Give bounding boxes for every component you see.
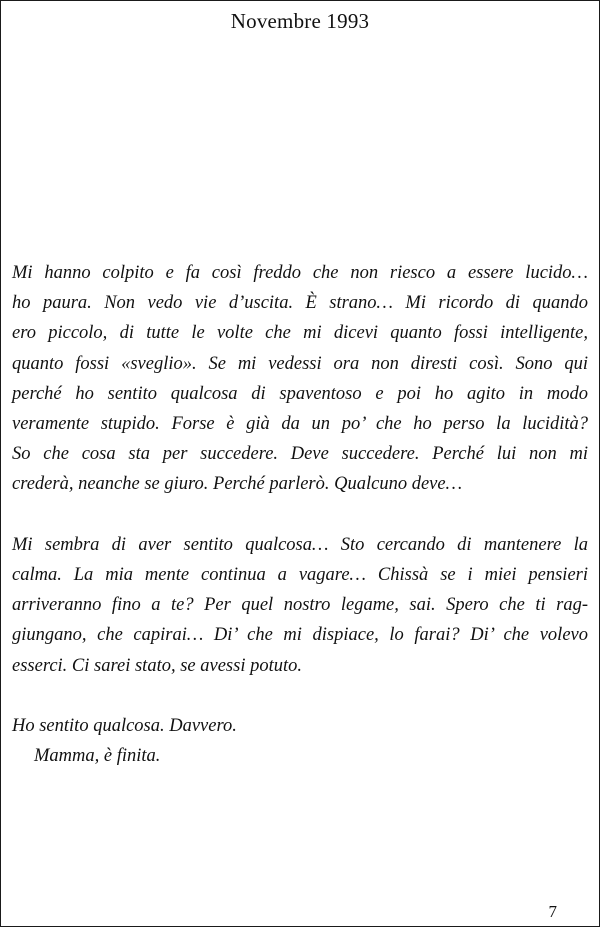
text-line: crederà, neanche se giuro. Perché parlerò. Qualcuno deve… bbox=[12, 474, 463, 495]
text-line: ero piccolo, di tutte le volte che mi dicevi quanto fossi intelligente, bbox=[12, 323, 588, 344]
text-line: Mi sembra di aver sentito qualcosa… Sto cercando di mantenere la bbox=[12, 534, 588, 555]
text-line: arriveranno fino a te? Per quel nostro legame, sai. Spero che ti rag- bbox=[12, 595, 588, 616]
text-line: Mamma, è finita. bbox=[34, 746, 161, 767]
body-text bbox=[12, 258, 588, 771]
text-line: veramente stupido. Forse è già da un po’ che ho perso la lucidità? bbox=[12, 414, 588, 435]
text-line: Mi hanno colpito e fa così freddo che non riesco a essere lucido… bbox=[12, 263, 588, 283]
page-number: 7 bbox=[548, 902, 557, 921]
text-line: ho paura. Non vedo vie d’uscita. È strano… Mi ricordo di quando bbox=[12, 293, 588, 314]
paragraph-gap bbox=[12, 500, 588, 530]
paragraph-2 bbox=[12, 530, 588, 681]
paragraph-3 bbox=[12, 711, 588, 771]
page-title: Novembre 1993 bbox=[230, 9, 370, 33]
text-line: So che cosa sta per succedere. Deve succedere. Perché lui non mi bbox=[12, 444, 588, 465]
text-line: perché ho sentito qualcosa di spaventoso e poi ho agito in modo bbox=[12, 383, 588, 404]
paragraph-gap bbox=[12, 681, 588, 711]
text-line: quanto fossi «sveglio». Se mi vedessi ora non diresti così. Sono qui bbox=[12, 353, 588, 374]
text-line: esserci. Ci sarei stato, se avessi potuto. bbox=[12, 655, 302, 676]
paragraph-1 bbox=[12, 258, 588, 500]
text-line: calma. La mia mente continua a vagare… Chissà se i miei pensieri bbox=[12, 565, 588, 586]
text-line: giungano, che capirai… Di’ che mi dispiace, lo farai? Di’ che volevo bbox=[12, 625, 588, 646]
text-line: Ho sentito qualcosa. Davvero. bbox=[12, 716, 237, 737]
